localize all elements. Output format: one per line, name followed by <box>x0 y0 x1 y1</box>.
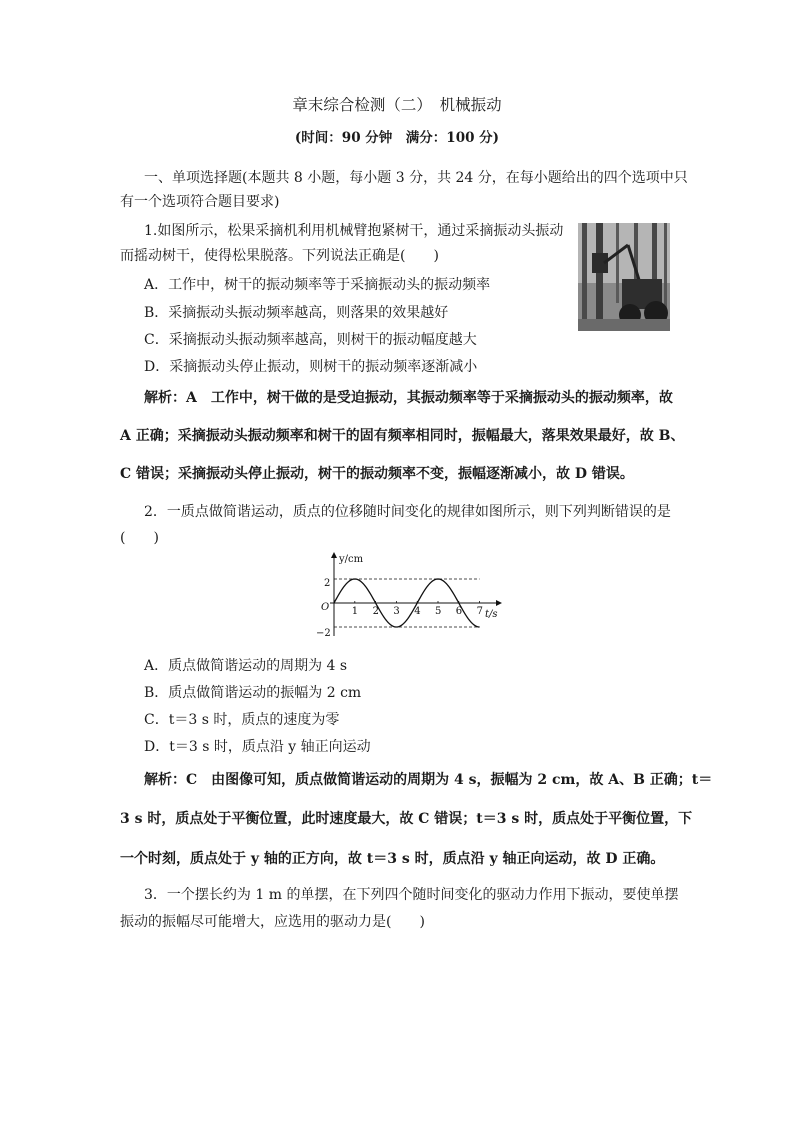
origin-label: O <box>321 602 330 613</box>
q1-option-d: D．采摘振动头停止振动，则树干的振动频率逐渐减小 <box>144 359 478 375</box>
x-tick-label: 3 <box>393 606 400 617</box>
q3-stem-line-2: 振动的振幅尽可能增大，应选用的驱动力是( ) <box>120 914 425 930</box>
q2-option-a: A．质点做简谐运动的周期为 4 s <box>144 658 348 674</box>
x-tick-label: 7 <box>476 606 483 617</box>
y-tick-label-neg2: −2 <box>316 628 331 639</box>
q3-stem-line-1: 3．一个摆长约为 1 m 的单摆，在下列四个随时间变化的驱动力作用下振动，要使单摆 <box>144 887 679 903</box>
q1-option-c: C．采摘振动头振动频率越高，则树干的振动幅度越大 <box>144 332 477 348</box>
x-tick-label: 4 <box>414 606 421 617</box>
page-title: 章末综合检测（二） 机械振动 <box>292 96 502 114</box>
q2-analysis-line-3: 一个时刻，质点处于 y 轴的正方向，故 t＝3 s 时，质点沿 y 轴正向运动，故 D 正确。 <box>120 851 665 867</box>
x-tick-label: 2 <box>372 606 379 617</box>
q1-analysis-line-2: A 正确；采摘振动头振动频率和树干的固有频率相同时，振幅最大，落果效果最好，故 B、 <box>120 428 685 444</box>
displacement-time-chart <box>308 550 508 640</box>
page-subtitle: (时间：90 分钟 满分：100 分) <box>294 130 500 146</box>
x-tick-label: 6 <box>455 606 463 617</box>
q1-analysis-line-3: C 错误；采摘振动头停止振动，树干的振动频率不变，振幅逐渐减小，故 D 错误。 <box>120 466 634 482</box>
section-heading-line-1: 一、单项选择题(本题共 8 小题，每小题 3 分，共 24 分，在每小题给出的四个选项中只 <box>144 170 688 186</box>
x-axis-label: t/s <box>485 609 498 620</box>
y-axis-label: y/cm <box>339 554 364 565</box>
q2-stem-line-1: 2．一质点做简谐运动，质点的位移随时间变化的规律如图所示，则下列判断错误的是 <box>144 504 671 520</box>
q2-option-c: C．t＝3 s 时，质点的速度为零 <box>144 712 340 728</box>
section-heading-line-2: 有一个选项符合题目要求) <box>120 194 280 210</box>
q1-analysis-line-1: 解析：A 工作中，树干做的是受迫振动，其振动频率等于采摘振动头的振动频率，故 <box>144 390 673 406</box>
y-tick-label-2: 2 <box>324 578 331 589</box>
x-tick-label: 1 <box>351 606 359 617</box>
q2-option-d: D．t＝3 s 时，质点沿 y 轴正向运动 <box>144 739 371 755</box>
q2-option-b: B．质点做简谐运动的振幅为 2 cm <box>144 685 362 701</box>
pine-cone-harvester-photo <box>578 223 670 331</box>
x-tick-label: 5 <box>435 606 442 617</box>
y-axis-arrow <box>331 552 337 558</box>
q1-stem-line-2: 而摇动树干，使得松果脱落。下列说法正确是( ) <box>120 248 439 264</box>
q2-analysis-line-1: 解析：C 由图像可知，质点做简谐运动的周期为 4 s，振幅为 2 cm，故 A、B 正确；t＝ <box>144 772 713 788</box>
x-axis-arrow <box>496 600 502 606</box>
q2-stem-line-2: ( ) <box>120 530 159 546</box>
q1-stem-line-1: 1.如图所示，松果采摘机利用机械臂抱紧树干，通过采摘振动头振动 <box>144 223 564 239</box>
q1-option-a: A．工作中，树干的振动频率等于采摘振动头的振动频率 <box>144 277 491 293</box>
q1-option-b: B．采摘振动头振动频率越高，则落果的效果越好 <box>144 305 449 321</box>
q2-analysis-line-2: 3 s 时，质点处于平衡位置，此时速度最大，故 C 错误；t＝3 s 时，质点处于平衡位置，下 <box>120 811 693 827</box>
